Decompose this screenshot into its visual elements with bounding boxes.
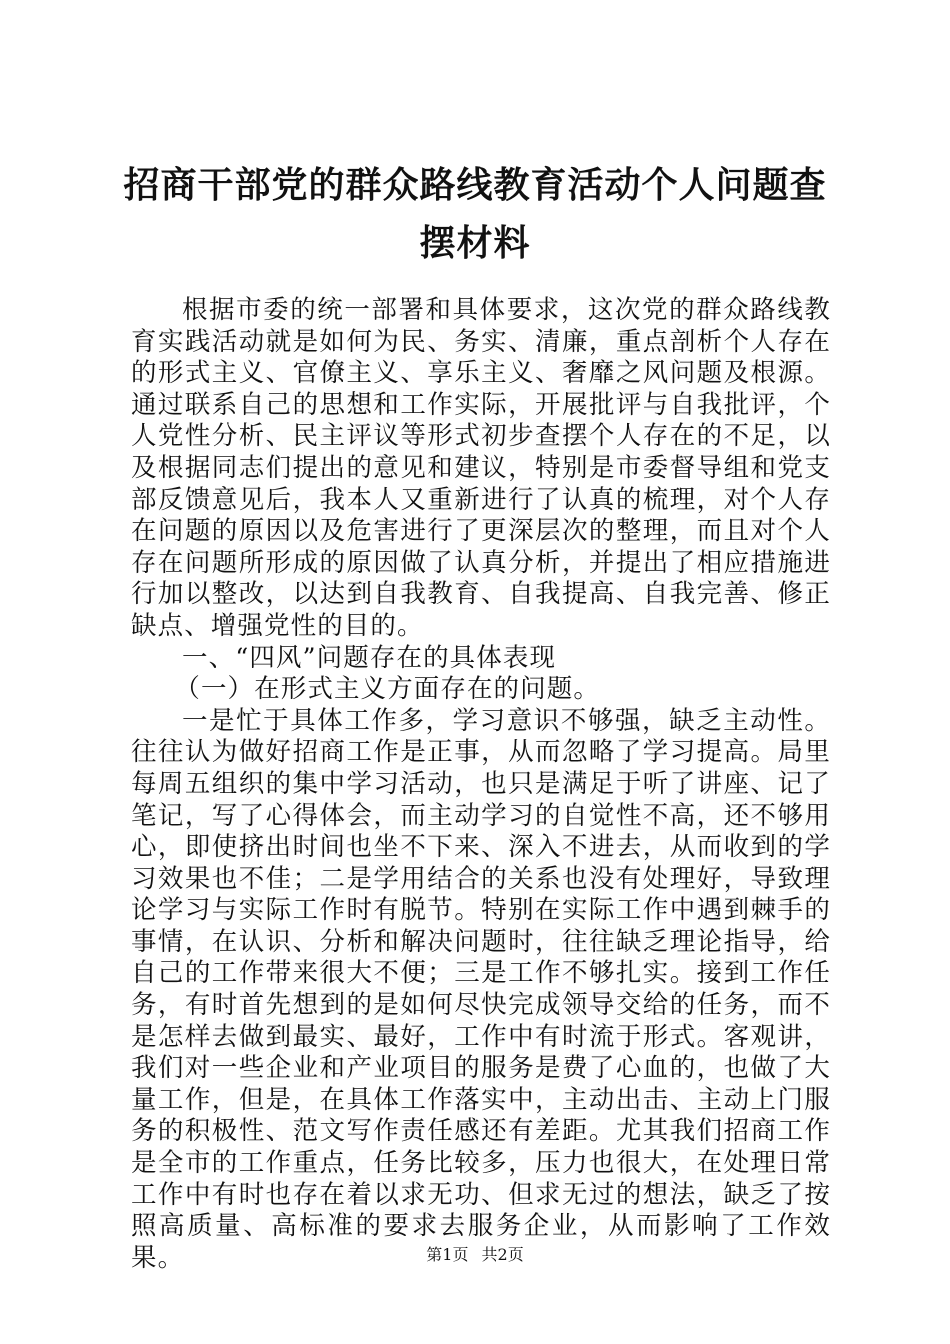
page-total: 共2页 xyxy=(481,1245,524,1264)
body-paragraph: 一是忙于具体工作多，学习意识不够强，缺乏主动性。往往认为做好招商工作是正事，从而忽略了学习提高。局里每周五组织的集中学习活动，也只是满足于听了讲座、记了笔记，写了心得体会，而主动学习的自觉性不高，还不够用心，即使挤出时间也坐不下来、深入不进去，从而收到的学习效果也不佳；二是学用结合的关系也没有处理好，导致理论学习与实际工作时有脱节。特别在实际工作中遇到棘手的事情，在认识、分析和解决问题时，往往缺乏理论指导，给自己的工作带来很大不便；三是工作不够扎实。接到工作任务，有时首先想到的是如何尽快完成领导交给的任务，而不是怎样去做到最实、最好，工作中有时流于形式。客观讲，我们对一些企业和产业项目的服务是费了心血的，也做了大量工作，但是，在具体工作落实中，主动出击、主动上门服务的积极性、范文写作责任感还有差距。尤其我们招商工作是全市的工作重点，任务比较多，压力也很大，在处理日常工作中有时也存在着以求无功、但求无过的想法，缺乏了按照高质量、高标准的要求去服务企业，从而影响了工作效果。 xyxy=(131,705,831,1273)
page-footer xyxy=(0,1244,950,1266)
intro-paragraph: 根据市委的统一部署和具体要求，这次党的群众路线教育实践活动就是如何为民、务实、清廉，重点剖析个人存在的形式主义、官僚主义、享乐主义、奢靡之风问题及根源。通过联系自己的思想和工作实际，开展批评与自我批评，个人党性分析、民主评议等形式初步查摆个人存在的不足，以及根据同志们提出的意见和建议，特别是市委督导组和党支部反馈意见后，我本人又重新进行了认真的梳理，对个人存在问题的原因以及危害进行了更深层次的整理，而且对个人存在问题所形成的原因做了认真分析，并提出了相应措施进行加以整改，以达到自我教育、自我提高、自我完善、修正缺点、增强党性的目的。 xyxy=(131,295,831,641)
subsection-heading: （一）在形式主义方面存在的问题。 xyxy=(174,674,600,705)
document-title: 招商干部党的群众路线教育活动个人问题查摆材料 xyxy=(123,164,827,264)
page-number: 第1页 xyxy=(426,1245,469,1264)
section-heading: 一、“四风”问题存在的具体表现 xyxy=(182,642,557,673)
document-body xyxy=(131,295,831,1274)
